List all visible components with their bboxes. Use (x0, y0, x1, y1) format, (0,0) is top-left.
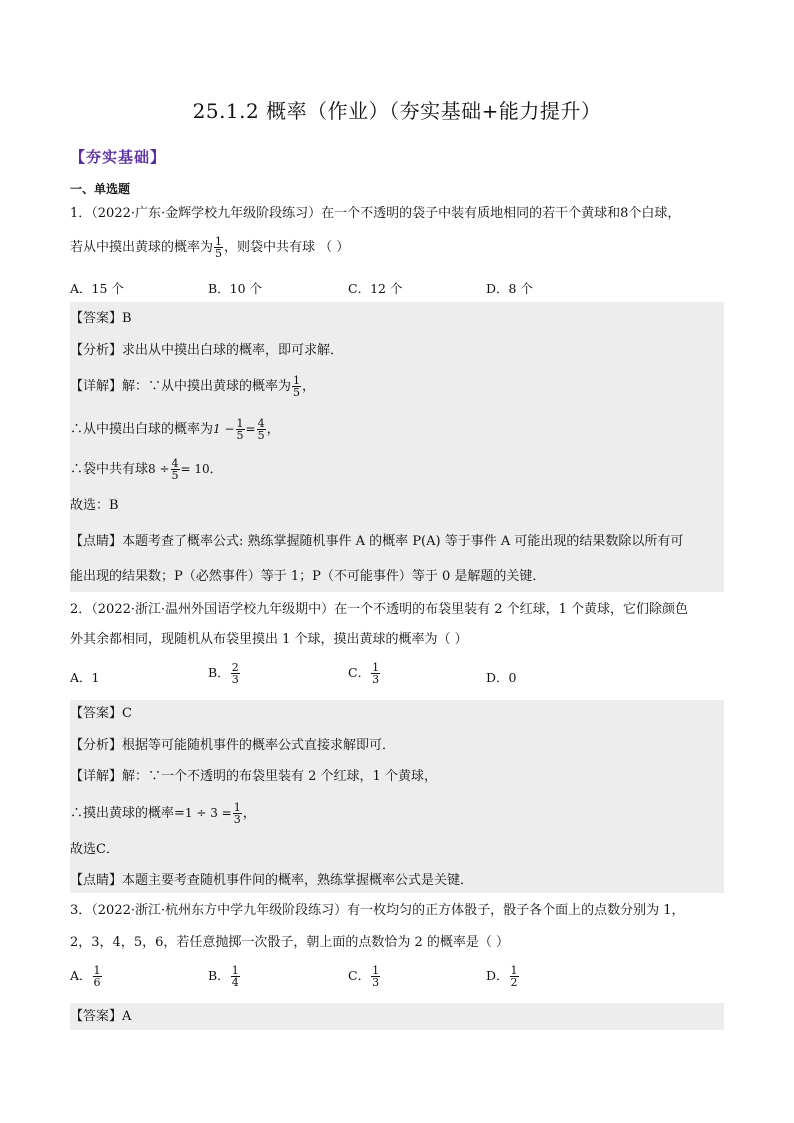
fraction-four-fifths: $\frac{4}{5}$ (171, 457, 179, 482)
q1-choose: 故选：B (70, 498, 119, 513)
q2-line2: 外其余都相同，现随机从布袋里摸出 1 个球，摸出黄球的概率为（ ） (70, 632, 468, 647)
comment-text: 本题主要考查随机事件间的概率，熟练掌握概率公式是关键． (122, 873, 474, 888)
q1-answer: 【答案】B (70, 311, 132, 326)
q2-detail-2: ∴摸出黄球的概率=1 ÷ 3 = $\frac{1}{3}$ ， (70, 801, 256, 826)
fraction-one-third: $\frac{1}{3}$ (372, 661, 380, 686)
comment-tag: 【点睛】 (70, 873, 123, 888)
fraction-one-fifth: $\frac{1}{5}$ (215, 235, 223, 260)
math-expr: = (245, 422, 256, 436)
q2-analysis (70, 735, 725, 757)
subheading: 一、单选题 (70, 182, 131, 196)
q2-comment (70, 870, 725, 892)
q1-detail-1: 【详解】解：∵从中摸出黄球的概率为 $\frac{1}{5}$ ， (70, 374, 316, 399)
q1-option-b: B．10 个 (208, 281, 263, 296)
q1-detail-2: ∴从中摸出白球的概率为1 − $\frac{1}{5}$ = $\frac{4}{5}$ ， (70, 417, 280, 442)
detail-text: 解：∵从中摸出黄球的概率为 (122, 379, 292, 394)
analysis-text: 根据等可能随机事件的概率公式直接求解即可． (122, 738, 396, 753)
q1-option-a: A．15 个 (70, 281, 124, 296)
q1-line2-text-a: 若从中摸出黄球的概率为 (70, 240, 214, 255)
fraction-two-thirds: $\frac{2}{3}$ (231, 661, 239, 686)
math-expr: 8 ÷ (148, 462, 170, 476)
q1-line1: 1．（2022·广东·金辉学校九年级阶段练习）在一个不透明的袋子中装有质地相同的若干个黄球和8个白球， (70, 206, 681, 221)
fraction-one-third: $\frac{1}{3}$ (233, 801, 241, 826)
q3-line2: 2，3，4，5，6，若任意抛掷一次骰子，朝上面的点数恰为 2 的概率是（ ） (70, 935, 510, 950)
q3-line1: 3．（2022·浙江·杭州东方中学九年级阶段练习）有一枚均匀的正方体骰子，骰子各个面上的点数分别为 1， (70, 903, 685, 918)
analysis-tag: 【分析】 (70, 343, 123, 358)
q1-line2 (70, 236, 725, 259)
section-heading: 【夯实基础】 (70, 148, 167, 166)
math-expr: 1 − (213, 422, 235, 436)
q2-detail-1 (70, 766, 725, 788)
q2-option-d: D．0 (486, 670, 517, 685)
detail-text: ∴摸出黄球的概率= (70, 806, 185, 821)
q2-line1: 2．（2022·浙江·温州外国语学校九年级期中）在一个不透明的布袋里装有 2 个红球，1 个黄球，它们除颜色 (70, 602, 689, 617)
fraction-four-fifths: $\frac{4}{5}$ (257, 417, 265, 442)
q1-comment-2: 能出现的结果数；P（必然事件）等于 1；P（不可能事件）等于 0 是解题的关键． (70, 569, 546, 584)
q1-detail-3: ∴袋中共有球8 ÷ $\frac{4}{5}$ = 10． (70, 457, 223, 482)
q1-option-d: D．8 个 (486, 281, 533, 296)
analysis-tag: 【分析】 (70, 738, 123, 753)
q1-analysis (70, 340, 725, 362)
analysis-text: 求出从中摸出白球的概率，即可求解． (122, 343, 344, 358)
fraction-one-half: $\frac{1}{2}$ (510, 964, 518, 989)
detail-tag: 【详解】 (70, 769, 123, 784)
q3-option-d: D． $\frac{1}{2}$ (486, 964, 518, 989)
fraction-one-fifth: $\frac{1}{5}$ (293, 374, 301, 399)
q3-answer: 【答案】A (70, 1009, 132, 1024)
page-title: 25.1.2 概率（作业）（夯实基础+能力提升） (192, 99, 602, 123)
q3-option-b: B． $\frac{1}{4}$ (208, 964, 239, 989)
q2-option-c: C． $\frac{1}{3}$ (348, 661, 380, 686)
q3-option-a: A． $\frac{1}{6}$ (70, 964, 101, 989)
q2-option-a: A．1 (70, 670, 100, 685)
fraction-one-third: $\frac{1}{3}$ (372, 964, 380, 989)
q3-option-c: C． $\frac{1}{3}$ (348, 964, 380, 989)
fraction-one-sixth: $\frac{1}{6}$ (93, 964, 101, 989)
math-expr: = 10 (180, 462, 210, 476)
comment-tag: 【点睛】 (70, 534, 123, 549)
comment-text: 本题考查了概率公式: 熟练掌握随机事件 A 的概率 P(A) 等于事件 A 可能出现的结果数除以所有可 (122, 534, 684, 549)
detail-tag: 【详解】 (70, 379, 123, 394)
detail-text: ∴从中摸出白球的概率为 (70, 422, 214, 437)
q2-answer: 【答案】C (70, 706, 132, 721)
detail-text: 解：∵一个不透明的布袋里装有 2 个红球，1 个黄球， (122, 769, 437, 784)
q2-solution-box (70, 700, 724, 893)
detail-text: ∴袋中共有球 (70, 462, 149, 477)
q1-option-c: C．12 个 (348, 281, 403, 296)
q1-comment-1 (70, 531, 725, 553)
q2-choose: 故选C． (70, 842, 119, 857)
q2-option-b: B． $\frac{2}{3}$ (208, 661, 239, 686)
q1-line2-text-b: ，则袋中共有球 （ ） (224, 240, 350, 255)
fraction-one-fifth: $\frac{1}{5}$ (236, 417, 244, 442)
math-expr: 1 ÷ 3 = (184, 806, 232, 820)
fraction-one-quarter: $\frac{1}{4}$ (231, 964, 239, 989)
